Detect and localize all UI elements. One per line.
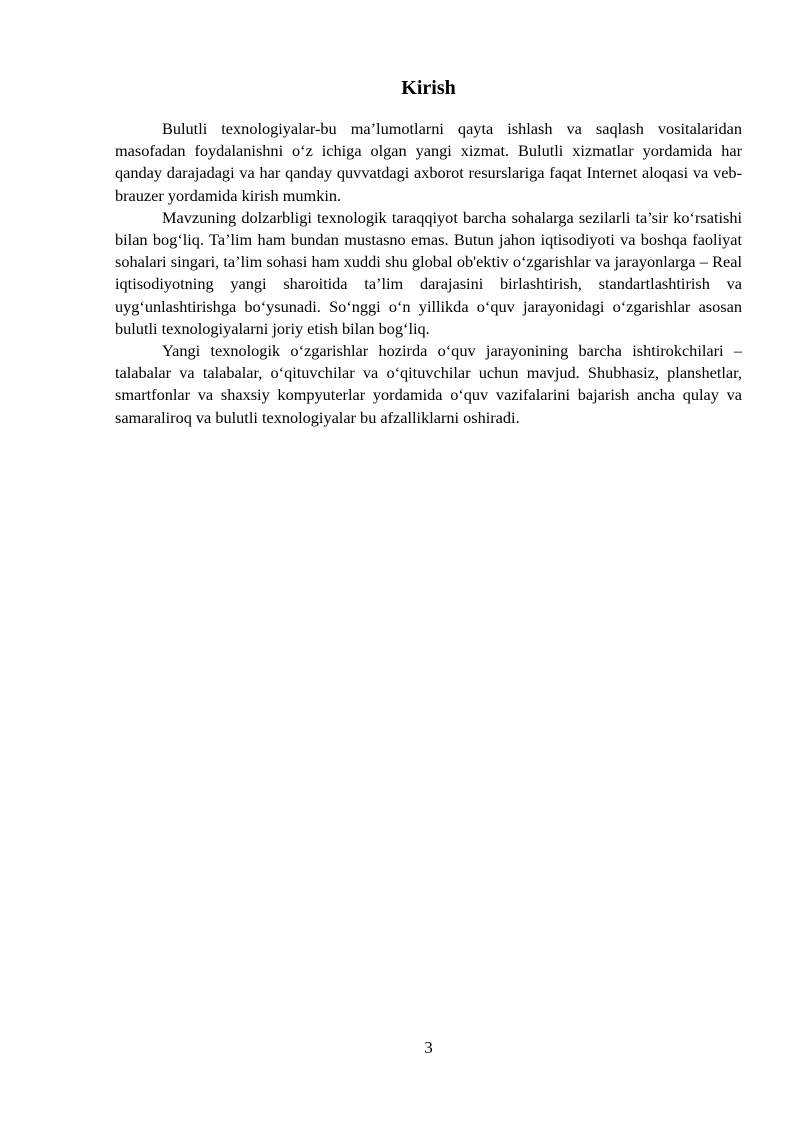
- body-text: [115, 118, 742, 429]
- paragraph-1: Bulutli texnologiyalar-bu ma’lumotlarni qayta ishlash va saqlash vositalaridan masofadan foydalanishni o‘z ichiga olgan yangi xizmat. Bulutli xizmatlar yordamida har qanday darajadagi va har qanday quvvatdagi axborot resurslariga faqat Internet aloqasi va veb-brauzer yordamida kirish mumkin.: [115, 119, 742, 205]
- paragraph-2: Mavzuning dolzarbligi texnologik taraqqiyot barcha sohalarga sezilarli ta’sir ko‘rsatishi bilan bog‘liq. Ta’lim ham bundan mustasno emas. Butun jahon iqtisodiyoti va boshqa faoliyat sohalari singari, ta’lim sohasi ham xuddi shu global ob'ektiv o‘zgarishlar va jarayonlarga – Real iqtisodiyotning yangi sharoitida ta’lim darajasini birlashtirish, standartlashtirish va uyg‘unlashtirishga bo‘ysunadi. So‘nggi o‘n yillikda o‘quv jarayonidagi o‘zgarishlar asosan bulutli texnologiyalarni joriy etish bilan bog‘liq.: [115, 207, 742, 338]
- page-title: Kirish: [401, 77, 456, 99]
- paragraph-3: Yangi texnologik o‘zgarishlar hozirda o‘quv jarayonining barcha ishtirokchilari – talabalar va talabalar, o‘qituvchilar va o‘qituvchilar uchun mavjud. Shubhasiz, planshetlar, smartfonlar va shaxsiy kompyuterlar yordamida o‘quv vazifalarini bajarish ancha qulay va samaraliroq va bulutli texnologiyalar bu afzalliklarni oshiradi.: [115, 341, 742, 427]
- page-number: 3: [424, 1038, 433, 1057]
